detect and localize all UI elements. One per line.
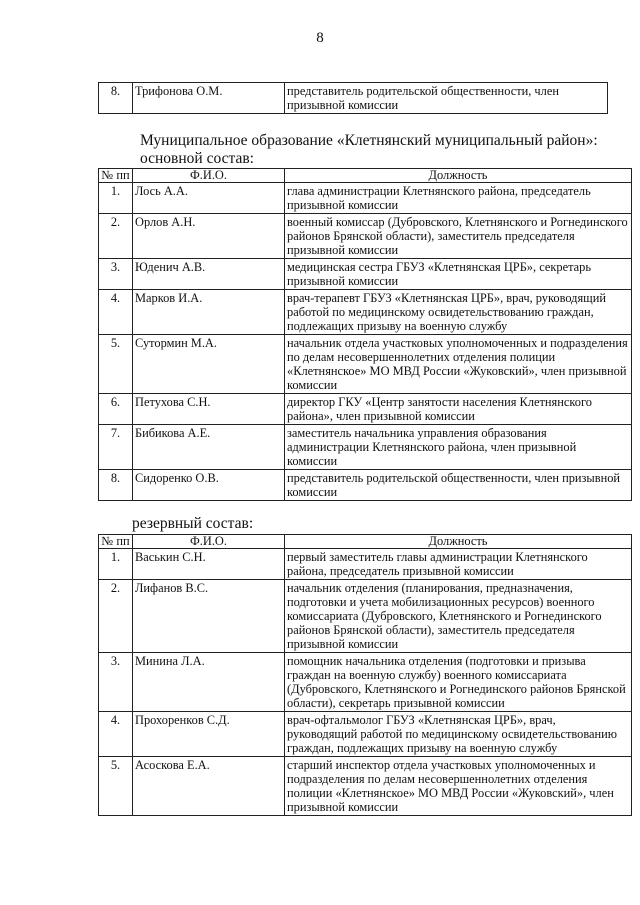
row-number: 7. [99,425,133,470]
member-name: Юденич А.В. [133,259,285,290]
row-number: 1. [99,549,133,580]
main-composition-heading: основной состав: [140,150,254,167]
table-row [99,580,632,653]
member-name: Сидоренко О.В. [133,470,285,501]
row-number: 8. [99,83,133,114]
member-position: директор ГКУ «Центр занятости населения Клетнянского района», член призывной комиссии [285,394,632,425]
member-name: Орлов А.Н. [133,214,285,259]
member-name: Марков И.А. [133,290,285,335]
table-row [99,83,608,114]
row-number: 5. [99,335,133,394]
table-row [99,712,632,757]
table-row [99,653,632,712]
table-header-row [99,535,632,549]
member-name: Лось А.А. [133,183,285,214]
table-row [99,214,632,259]
row-number: 4. [99,290,133,335]
municipality-heading [140,132,610,168]
header-name: Ф.И.О. [133,535,285,549]
reserve-composition-heading: резервный состав: [132,515,254,532]
member-position: старший инспектор отдела участковых уполномоченных и подразделения по делам несовершеннолетних отделения полиции «Клетнянское» МО МВД России «Жуковский», член призывной комиссии [285,757,632,816]
member-position: военный комиссар (Дубровского, Клетнянского и Рогнединского районов Брянской области), заместитель председателя призывной комиссии [285,214,632,259]
top-continuation-table [98,82,608,114]
table-row [99,335,632,394]
table-row [99,425,632,470]
header-name: Ф.И.О. [133,169,285,183]
member-position: начальник отделения (планирования, предназначения, подготовки и учета мобилизационных ресурсов) военного комиссариата (Дубровского, Клетнянского и Рогнединского районов Брянской области), заместитель председателя призывной комиссии [285,580,632,653]
member-name: Минина Л.А. [133,653,285,712]
table-row [99,290,632,335]
member-position: заместитель начальника управления образования администрации Клетнянского района, член призывной комиссии [285,425,632,470]
member-name: Петухова С.Н. [133,394,285,425]
municipality-title: Муниципальное образование «Клетнянский муниципальный район»: [140,132,598,149]
member-position: врач-офтальмолог ГБУЗ «Клетнянская ЦРБ», врач, руководящий работой по медицинскому освидетельствованию граждан, подлежащих призыву на военную службу [285,712,632,757]
row-number: 3. [99,653,133,712]
table-row [99,549,632,580]
row-number: 1. [99,183,133,214]
header-position: Должность [285,169,632,183]
member-name: Асоскова Е.А. [133,757,285,816]
member-name: Бибикова А.Е. [133,425,285,470]
table-row [99,183,632,214]
member-name: Лифанов В.С. [133,580,285,653]
table-row [99,394,632,425]
row-number: 2. [99,214,133,259]
main-composition-table [98,168,632,501]
member-position: представитель родительской общественности, член призывной комиссии [285,470,632,501]
member-position: начальник отдела участковых уполномоченных и подразделения по делам несовершеннолетних отделения полиции «Клетнянское» МО МВД России «Жуковский», член призывной комиссии [285,335,632,394]
row-number: 8. [99,470,133,501]
page-number: 8 [316,30,324,46]
member-position: врач-терапевт ГБУЗ «Клетнянская ЦРБ», врач, руководящий работой по медицинскому освидетельствованию граждан, подлежащих призыву на военную службу [285,290,632,335]
member-name: Васькин С.Н. [133,549,285,580]
member-name: Прохоренков С.Д. [133,712,285,757]
header-number: № пп [99,169,133,183]
member-name: Сутормин М.А. [133,335,285,394]
row-number: 4. [99,712,133,757]
member-position: глава администрации Клетнянского района, председатель призывной комиссии [285,183,632,214]
member-position: помощник начальника отделения (подготовки и призыва граждан на военную службу) военного комиссариата (Дубровского, Клетнянского и Рогнединского районов Брянской области), секретарь призывной комиссии [285,653,632,712]
member-name: Трифонова О.М. [133,83,285,114]
member-position: медицинская сестра ГБУЗ «Клетнянская ЦРБ», секретарь призывной комиссии [285,259,632,290]
member-position: первый заместитель главы администрации Клетнянского района, председатель призывной комиссии [285,549,632,580]
reserve-composition-table [98,534,632,816]
header-position: Должность [285,535,632,549]
table-row [99,259,632,290]
table-header-row [99,169,632,183]
header-number: № пп [99,535,133,549]
table-row [99,757,632,816]
member-position: представитель родительской общественности, член призывной комиссии [285,83,608,114]
row-number: 6. [99,394,133,425]
row-number: 5. [99,757,133,816]
table-row [99,470,632,501]
row-number: 3. [99,259,133,290]
row-number: 2. [99,580,133,653]
